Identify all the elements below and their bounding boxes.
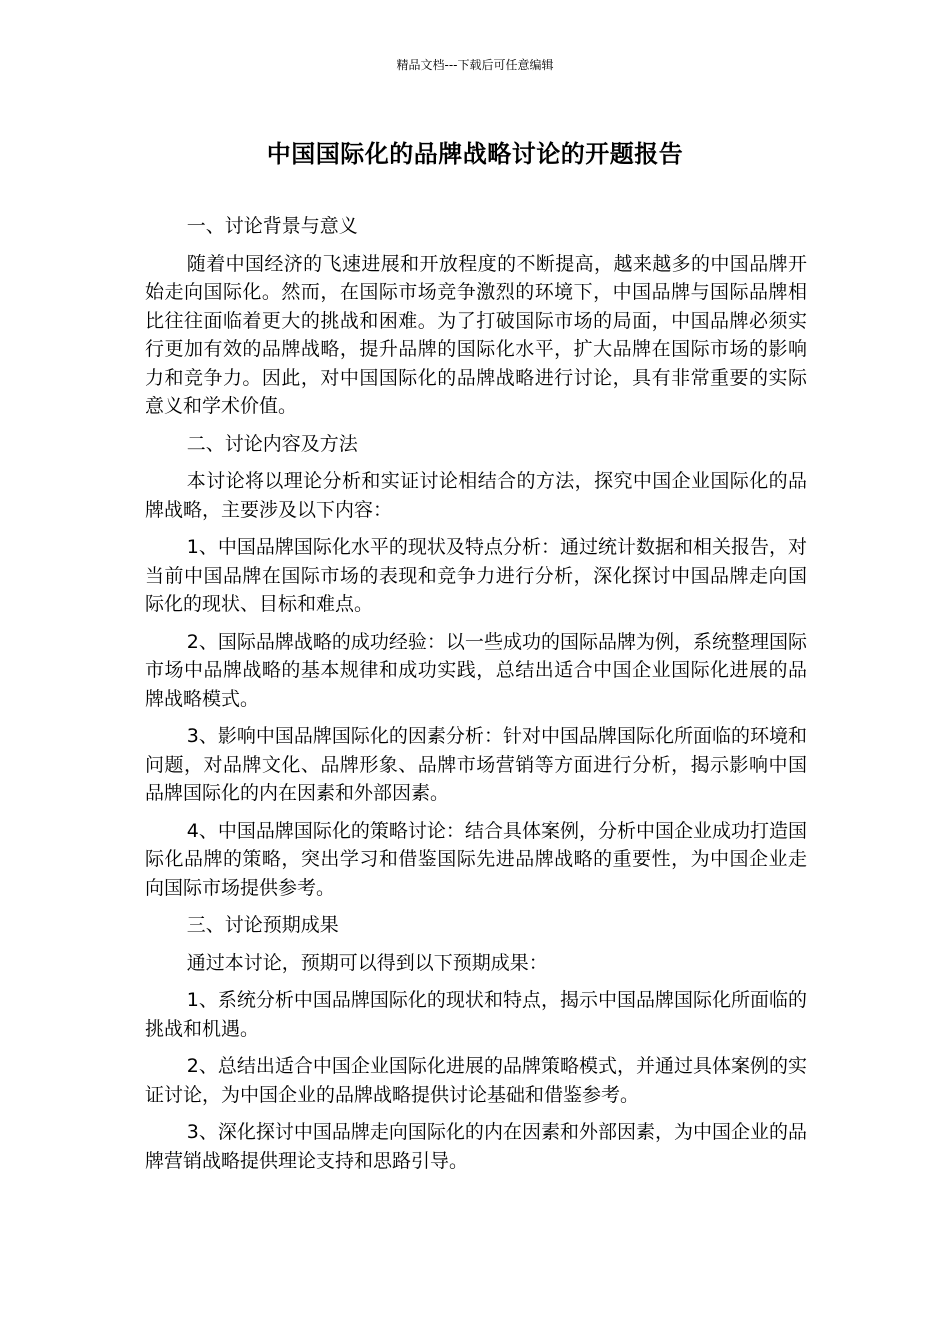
- list-item-content-4: 4、中国品牌国际化的策略讨论：结合具体案例，分析中国企业成功打造国际化品牌的策略，突出学习和借鉴国际先进品牌战略的重要性，为中国企业走向国际市场提供参考。: [145, 819, 807, 899]
- document-title: 中国国际化的品牌战略讨论的开题报告: [266, 140, 684, 168]
- list-item-content-1: 1、中国品牌国际化水平的现状及特点分析：通过统计数据和相关报告，对当前中国品牌在国际市场的表现和竞争力进行分析，深化探讨中国品牌走向国际化的现状、目标和难点。: [145, 536, 807, 615]
- document-body: [145, 212, 807, 1184]
- section-heading-background: 一、讨论背景与意义: [186, 215, 358, 237]
- list-item-result-2: 2、总结出适合中国企业国际化进展的品牌策略模式，并通过具体案例的实证讨论，为中国企业的品牌战略提供讨论基础和借鉴参考。: [145, 1055, 807, 1106]
- paragraph-background: 随着中国经济的飞速进展和开放程度的不断提高，越来越多的中国品牌开始走向国际化。然而，在国际市场竞争激烈的环境下，中国品牌与国际品牌相比往往面临着更大的挑战和困难。为了打破国际市场的局面，中国品牌必须实行更加有效的品牌战略，提升品牌的国际化水平，扩大品牌在国际市场的影响力和竞争力。因此，对中国国际化的品牌战略进行讨论，具有非常重要的实际意义和学术价值。: [145, 252, 807, 417]
- page-header: 精品文档---下载后可任意编辑: [396, 58, 554, 72]
- list-item-result-1: 1、系统分析中国品牌国际化的现状和特点，揭示中国品牌国际化所面临的挑战和机遇。: [145, 989, 807, 1040]
- section-heading-content-methods: 二、讨论内容及方法: [186, 432, 358, 455]
- list-item-content-2: 2、国际品牌战略的成功经验：以一些成功的国际品牌为例，系统整理国际市场中品牌战略的基本规律和成功实践，总结出适合中国企业国际化进展的品牌战略模式。: [145, 630, 807, 710]
- section-heading-expected-results: 三、讨论预期成果: [186, 914, 339, 936]
- paragraph-results-intro: 通过本讨论，预期可以得到以下预期成果：: [186, 951, 548, 974]
- paragraph-methods-intro: 本讨论将以理论分析和实证讨论相结合的方法，探究中国企业国际化的品牌战略，主要涉及以下内容：: [145, 470, 807, 521]
- list-item-result-3: 3、深化探讨中国品牌走向国际化的内在因素和外部因素，为中国企业的品牌营销战略提供理论支持和思路引导。: [145, 1121, 807, 1172]
- list-item-content-3: 3、影响中国品牌国际化的因素分析：针对中国品牌国际化所面临的环境和问题，对品牌文化、品牌形象、品牌市场营销等方面进行分析，揭示影响中国品牌国际化的内在因素和外部因素。: [145, 725, 807, 804]
